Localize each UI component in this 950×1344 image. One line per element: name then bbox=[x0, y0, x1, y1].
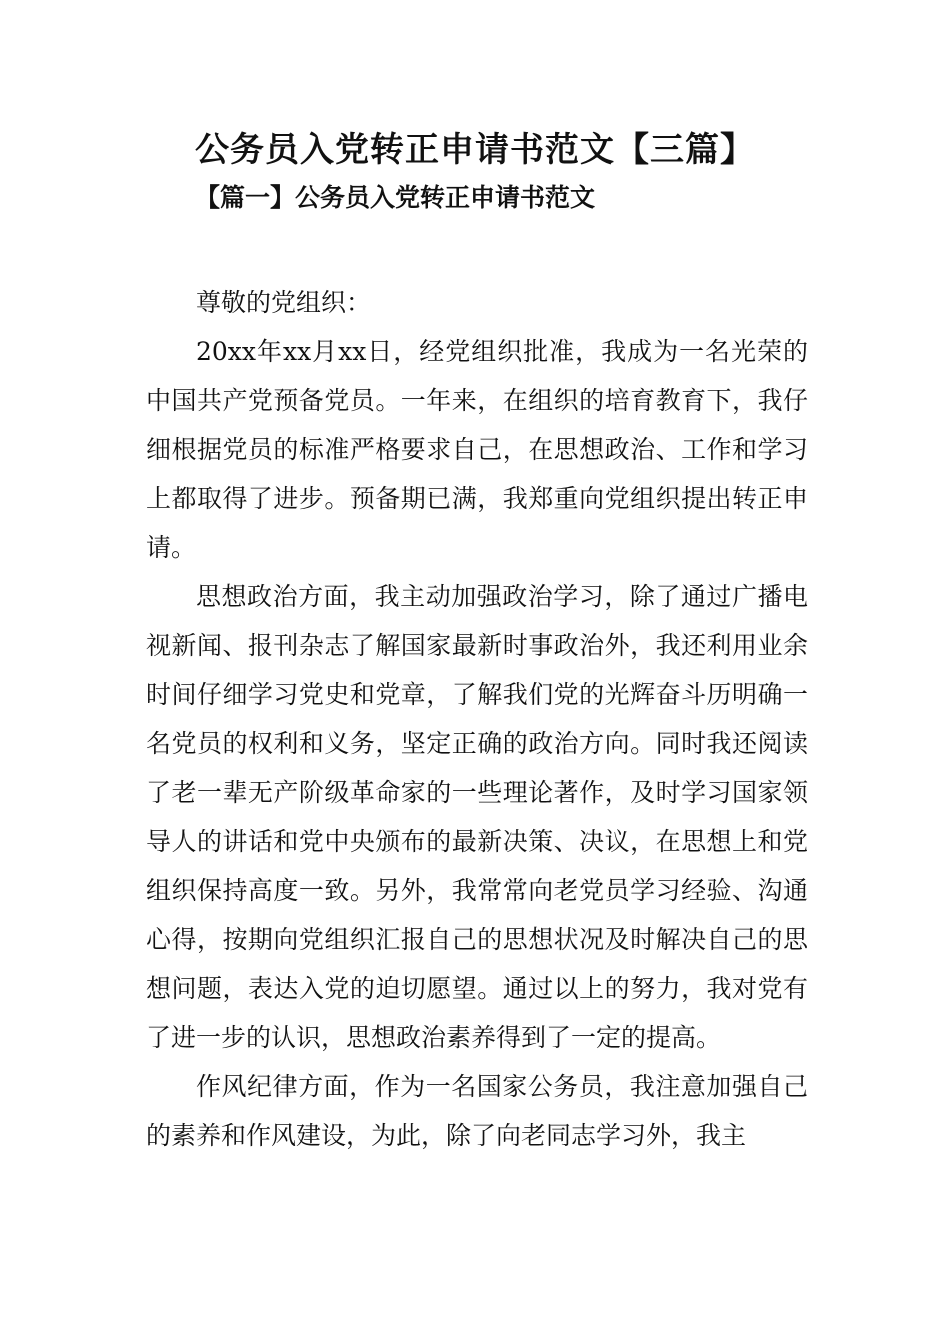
document-title: 公务员入党转正申请书范文【三篇】 bbox=[195, 130, 755, 170]
paragraph-3: 作风纪律方面，作为一名国家公务员，我注意加强自己的素养和作风建设，为此，除了向老同志学习外，我主 bbox=[146, 1072, 808, 1150]
document-body bbox=[146, 278, 808, 1160]
paragraph-1: 20xx年xx月xx日，经党组织批准，我成为一名光荣的中国共产党预备党员。一年来，在组织的培育教育下，我仔细根据党员的标准严格要求自己，在思想政治、工作和学习上都取得了进步。预备期已满，我郑重向党组织提出转正申请。 bbox=[146, 337, 808, 562]
paragraph-2: 思想政治方面，我主动加强政治学习，除了通过广播电视新闻、报刊杂志了解国家最新时事政治外，我还利用业余时间仔细学习党史和党章，了解我们党的光辉奋斗历明确一名党员的权利和义务，坚定正确的政治方向。同时我还阅读了老一辈无产阶级革命家的一些理论著作，及时学习国家领导人的讲话和党中央颁布的最新决策、决议，在思想上和党组织保持高度一致。另外，我常常向老党员学习经验、沟通心得，按期向党组织汇报自己的思想状况及时解决自己的思想问题，表达入党的迫切愿望。通过以上的努力，我对党有了进一步的认识，思想政治素养得到了一定的提高。 bbox=[146, 582, 808, 1052]
section-heading: 【篇一】公务员入党转正申请书范文 bbox=[195, 183, 596, 212]
salutation: 尊敬的党组织： bbox=[196, 288, 372, 317]
